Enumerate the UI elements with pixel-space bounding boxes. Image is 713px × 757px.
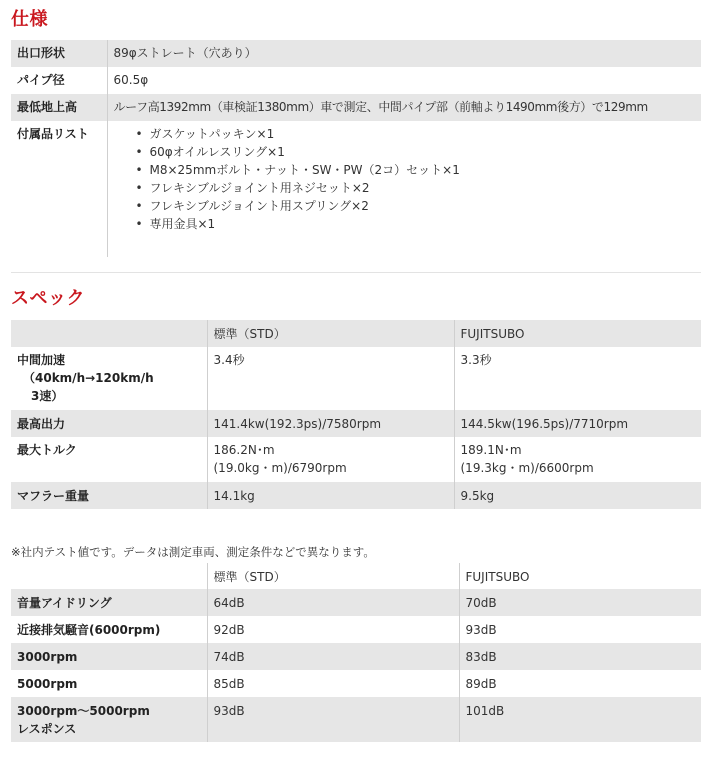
cell-fujitsubo: 3.3秒 [460, 353, 492, 367]
row-label: 最大トルク [11, 437, 207, 482]
cell-std: 74dB [207, 643, 459, 670]
cell-std: 14.1kg [207, 482, 454, 509]
row-label: 最高出力 [11, 410, 207, 437]
spec-label: 最低地上高 [11, 94, 107, 121]
table-row [11, 616, 701, 643]
table-row [11, 347, 701, 410]
cell-fujitsubo: (19.3kg・m)/6600rpm [460, 461, 594, 475]
row-label: 5000rpm [11, 670, 207, 697]
spec-label: パイプ径 [11, 67, 107, 94]
cell-std: 141.4kw(192.3ps)/7580rpm [207, 410, 454, 437]
performance-section-title: スペック [11, 288, 85, 309]
table-row [11, 482, 701, 509]
header-fujitsubo: FUJITSUBO [460, 327, 525, 341]
row-label: マフラー重量 [11, 482, 207, 509]
table-row [11, 670, 701, 697]
cell-std: 92dB [207, 616, 459, 643]
table-row [11, 697, 701, 742]
cell-fujitsubo: 70dB [465, 596, 497, 610]
header-empty [11, 320, 207, 347]
list-item: • フレキシブルジョイント用スプリング×2 [136, 197, 696, 215]
row-label: 音量アイドリング [11, 589, 207, 616]
table-header-row [11, 320, 701, 347]
cell-std: (19.0kg・m)/6790rpm [213, 461, 347, 475]
table-row [11, 437, 701, 482]
list-item: • フレキシブルジョイント用ネジセット×2 [136, 179, 696, 197]
row-label: 3速） [31, 389, 64, 403]
list-item: • M8×25mmボルト・ナット・SW・PW（2コ）セット×1 [136, 161, 696, 179]
row-label: 3000rpm [11, 643, 207, 670]
cell-std: 3.4秒 [207, 347, 454, 410]
table-row [11, 410, 701, 437]
table-row [11, 589, 701, 616]
list-item: • 60φオイルレスリング×1 [136, 143, 696, 161]
section-divider [11, 272, 701, 273]
row-label: （40km/h→120km/h [23, 371, 154, 385]
spec-value: 60.5φ [113, 73, 149, 87]
list-item: • ガスケットパッキン×1 [136, 125, 696, 143]
spec-value: 89φストレート（穴あり） [113, 46, 257, 60]
spec-label: 出口形状 [11, 40, 107, 67]
table-header-row [11, 563, 701, 589]
spec-row-accessories [11, 121, 701, 257]
cell-std: 85dB [207, 670, 459, 697]
table-row [11, 643, 701, 670]
spec-section-title: 仕様 [11, 9, 48, 30]
cell-std: 64dB [207, 589, 459, 616]
cell-std: 93dB [207, 697, 459, 742]
spec-row-pipe-diameter [11, 67, 701, 94]
spec-table [11, 40, 701, 257]
row-label: 3000rpm～5000rpm [17, 704, 150, 718]
cell-fujitsubo: 189.1N･m [460, 443, 522, 457]
header-empty [11, 563, 207, 589]
sound-table [11, 563, 701, 742]
performance-table [11, 320, 701, 509]
cell-std: 186.2N･m [213, 443, 275, 457]
spec-value: ルーフ高1392mm（車検証1380mm）車で測定、中間パイプ部（前軸より1490mm後方）で129mm [113, 100, 648, 114]
row-label: レスポンス [17, 722, 77, 736]
cell-fujitsubo: 144.5kw(196.5ps)/7710rpm [460, 417, 629, 431]
spec-label: 付属品リスト [11, 121, 107, 257]
list-item: • 専用金具×1 [136, 215, 696, 233]
spec-row-ground-clearance [11, 94, 701, 121]
row-label: 近接排気騒音(6000rpm) [11, 616, 207, 643]
header-fujitsubo: FUJITSUBO [465, 570, 530, 584]
accessories-list [114, 125, 696, 233]
header-std: 標準（STD） [207, 320, 454, 347]
header-std: 標準（STD） [207, 563, 459, 589]
spec-row-outlet-shape [11, 40, 701, 67]
cell-fujitsubo: 101dB [465, 704, 505, 718]
cell-fujitsubo: 9.5kg [460, 489, 495, 503]
cell-fujitsubo: 83dB [465, 650, 497, 664]
cell-fujitsubo: 93dB [465, 623, 497, 637]
row-label: 中間加速 [17, 353, 66, 367]
cell-fujitsubo: 89dB [465, 677, 497, 691]
test-note: ※社内テスト値です。データは測定車両、測定条件などで異なります。 [11, 545, 375, 559]
